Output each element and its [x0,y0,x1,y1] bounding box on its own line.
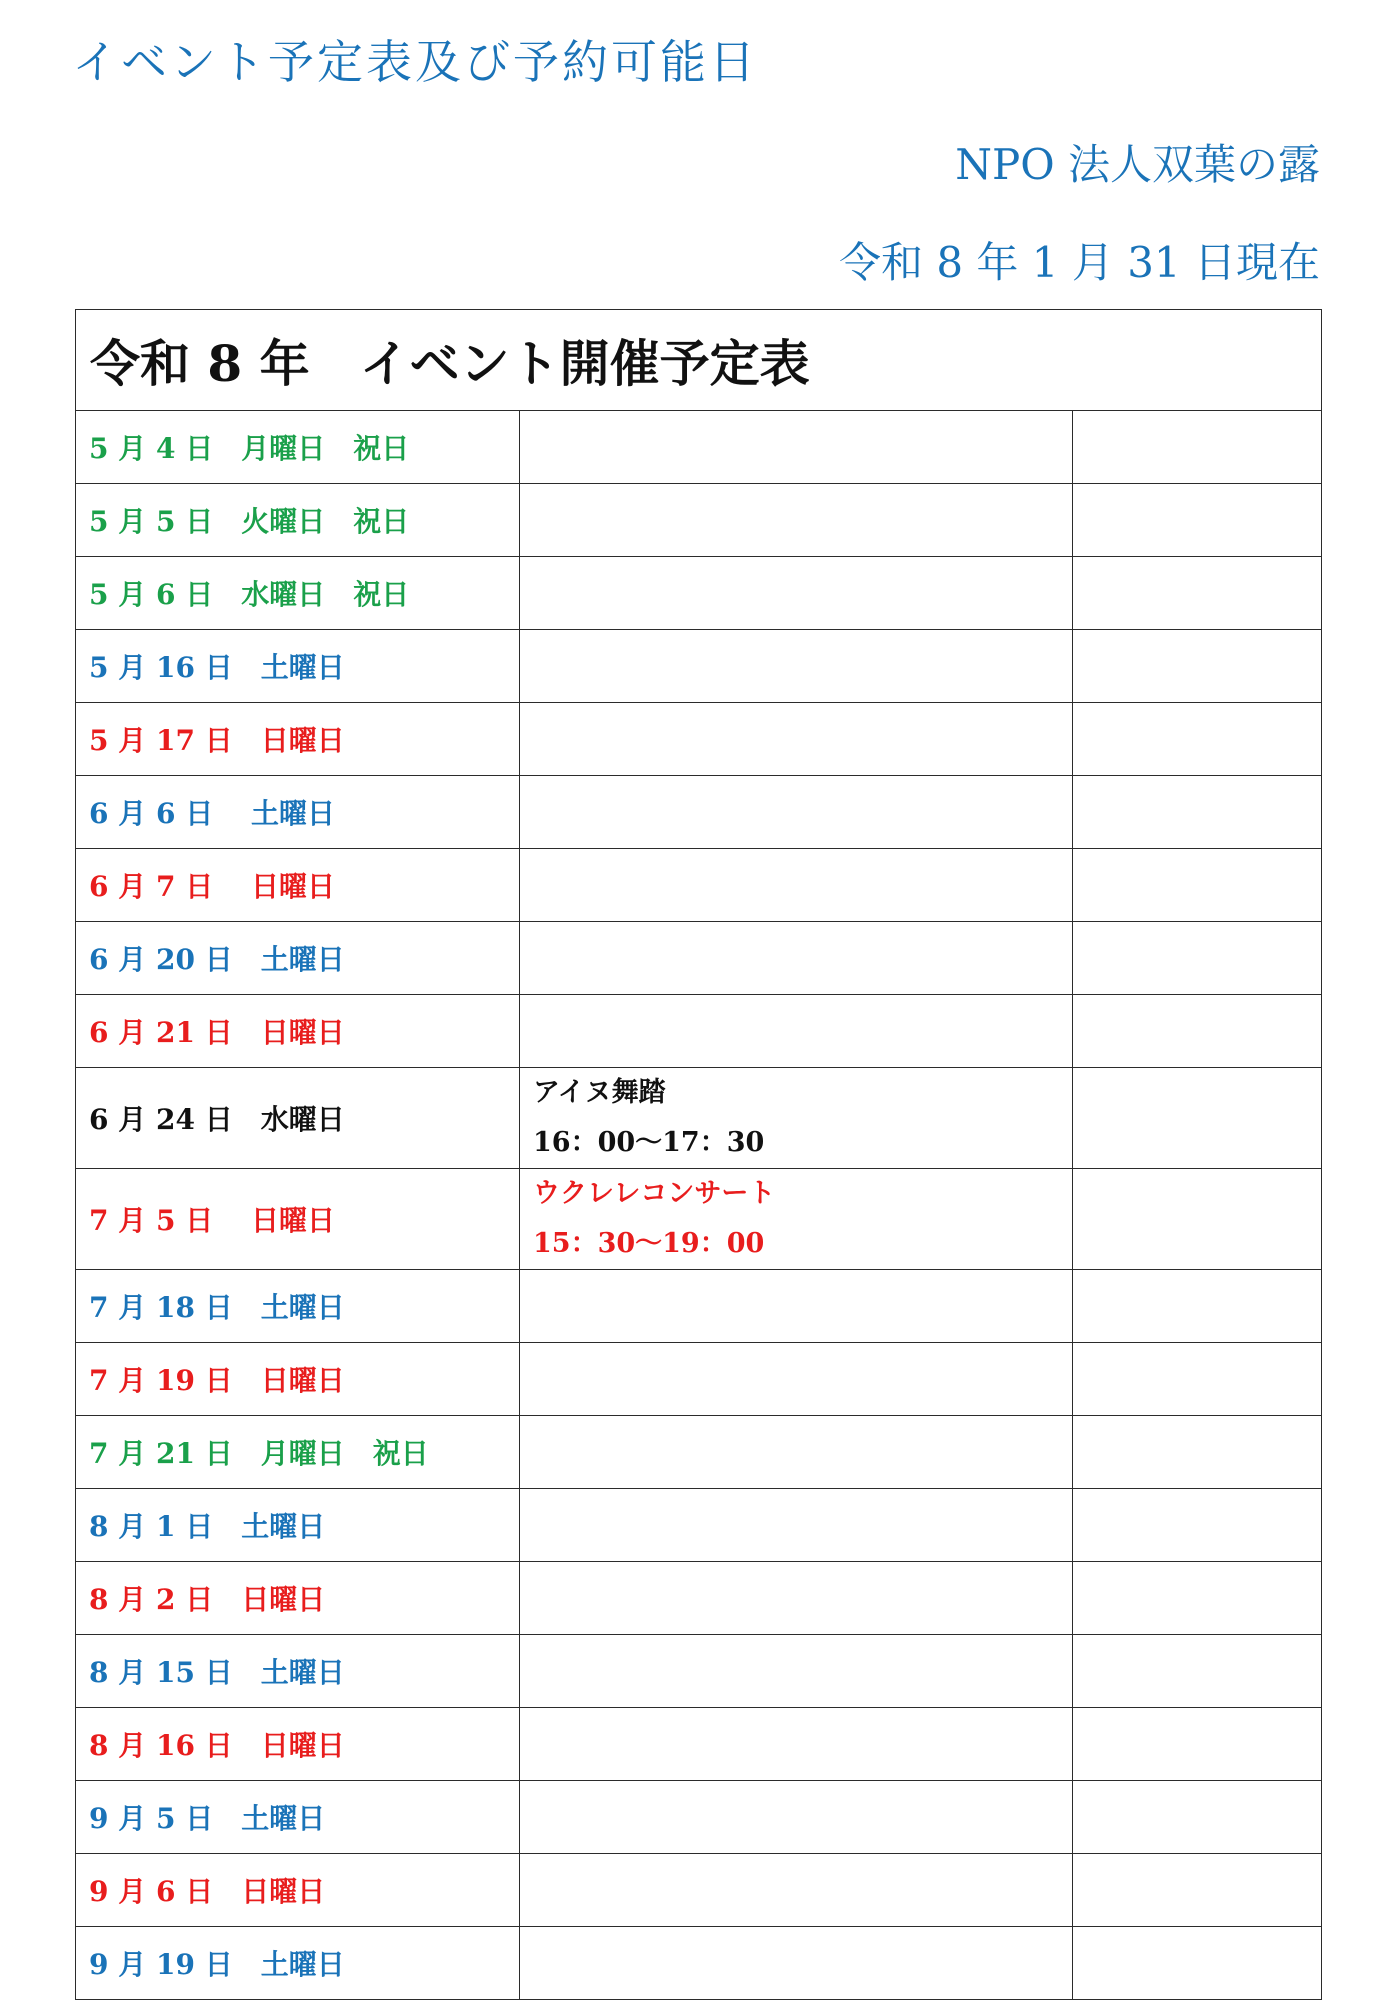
table-row [76,922,1322,995]
date-cell: 8 月 2 日 日曜日 [76,1562,520,1635]
date-cell: 9 月 19 日 土曜日 [76,1927,520,2000]
availability-cell [1073,484,1322,557]
event-cell [520,1270,1073,1343]
event-cell [520,484,1073,557]
event-cell [520,1562,1073,1635]
date-cell: 5 月 5 日 火曜日 祝日 [76,484,520,557]
table-row [76,703,1322,776]
event-cell [520,1708,1073,1781]
date-cell: 7 月 21 日 月曜日 祝日 [76,1416,520,1489]
availability-cell [1073,995,1322,1068]
date-cell: 8 月 16 日 日曜日 [76,1708,520,1781]
table-row [76,1927,1322,2000]
availability-cell [1073,1635,1322,1708]
table-row [76,484,1322,557]
event-time: 15：30～19：00 [533,1228,765,1259]
event-cell [520,1068,1073,1169]
availability-cell [1073,557,1322,630]
page-title: イベント予定表及び予約可能日 [72,35,758,89]
event-cell [520,557,1073,630]
date-cell: 7 月 19 日 日曜日 [76,1343,520,1416]
date-cell: 5 月 17 日 日曜日 [76,703,520,776]
event-name: ウクレレコンサート [533,1178,776,1209]
table-title-row [76,310,1322,411]
availability-cell [1073,1416,1322,1489]
availability-cell [1073,1927,1322,2000]
availability-cell [1073,1343,1322,1416]
availability-cell [1073,1708,1322,1781]
availability-cell [1073,1489,1322,1562]
table-row [76,995,1322,1068]
table-row [76,1416,1322,1489]
event-cell [520,411,1073,484]
event-cell [520,1169,1073,1270]
table-row [76,849,1322,922]
event-cell [520,849,1073,922]
table-row [76,1854,1322,1927]
event-cell [520,1416,1073,1489]
table-row [76,1343,1322,1416]
table-title: 令和 8 年 イベント開催予定表 [76,310,1322,411]
schedule-body [76,310,1322,2000]
table-row [76,776,1322,849]
date-cell: 7 月 5 日 日曜日 [76,1169,520,1270]
event-cell [520,1489,1073,1562]
availability-cell [1073,922,1322,995]
event-cell [520,1635,1073,1708]
date-cell: 6 月 24 日 水曜日 [76,1068,520,1169]
date-cell: 8 月 1 日 土曜日 [76,1489,520,1562]
availability-cell [1073,703,1322,776]
event-cell [520,1927,1073,2000]
table-row [76,557,1322,630]
table-row [76,411,1322,484]
availability-cell [1073,1562,1322,1635]
as-of-date: 令和 8 年 1 月 31 日現在 [839,238,1320,287]
event-cell [520,922,1073,995]
table-row [76,1562,1322,1635]
event-cell [520,1343,1073,1416]
date-cell: 9 月 6 日 日曜日 [76,1854,520,1927]
date-cell: 8 月 15 日 土曜日 [76,1635,520,1708]
availability-cell [1073,1068,1322,1169]
event-cell [520,776,1073,849]
event-name: アイヌ舞踏 [533,1077,666,1108]
event-cell [520,995,1073,1068]
organization-name: NPO 法人双葉の露 [955,140,1320,189]
availability-cell [1073,1169,1322,1270]
availability-cell [1073,1781,1322,1854]
table-row [76,1489,1322,1562]
date-cell: 6 月 6 日 土曜日 [76,776,520,849]
availability-cell [1073,630,1322,703]
event-time: 16：00～17：30 [533,1127,765,1158]
table-row [76,1781,1322,1854]
table-row [76,630,1322,703]
availability-cell [1073,411,1322,484]
table-row [76,1270,1322,1343]
table-row [76,1635,1322,1708]
event-schedule-table [75,309,1322,2000]
date-cell: 6 月 20 日 土曜日 [76,922,520,995]
date-cell: 5 月 16 日 土曜日 [76,630,520,703]
date-cell: 6 月 21 日 日曜日 [76,995,520,1068]
table-row [76,1169,1322,1270]
event-cell [520,1854,1073,1927]
date-cell: 5 月 6 日 水曜日 祝日 [76,557,520,630]
event-cell [520,630,1073,703]
date-cell: 6 月 7 日 日曜日 [76,849,520,922]
table-row [76,1708,1322,1781]
table-row [76,1068,1322,1169]
event-cell [520,703,1073,776]
date-cell: 7 月 18 日 土曜日 [76,1270,520,1343]
availability-cell [1073,1854,1322,1927]
availability-cell [1073,849,1322,922]
event-cell [520,1781,1073,1854]
availability-cell [1073,776,1322,849]
date-cell: 5 月 4 日 月曜日 祝日 [76,411,520,484]
availability-cell [1073,1270,1322,1343]
date-cell: 9 月 5 日 土曜日 [76,1781,520,1854]
